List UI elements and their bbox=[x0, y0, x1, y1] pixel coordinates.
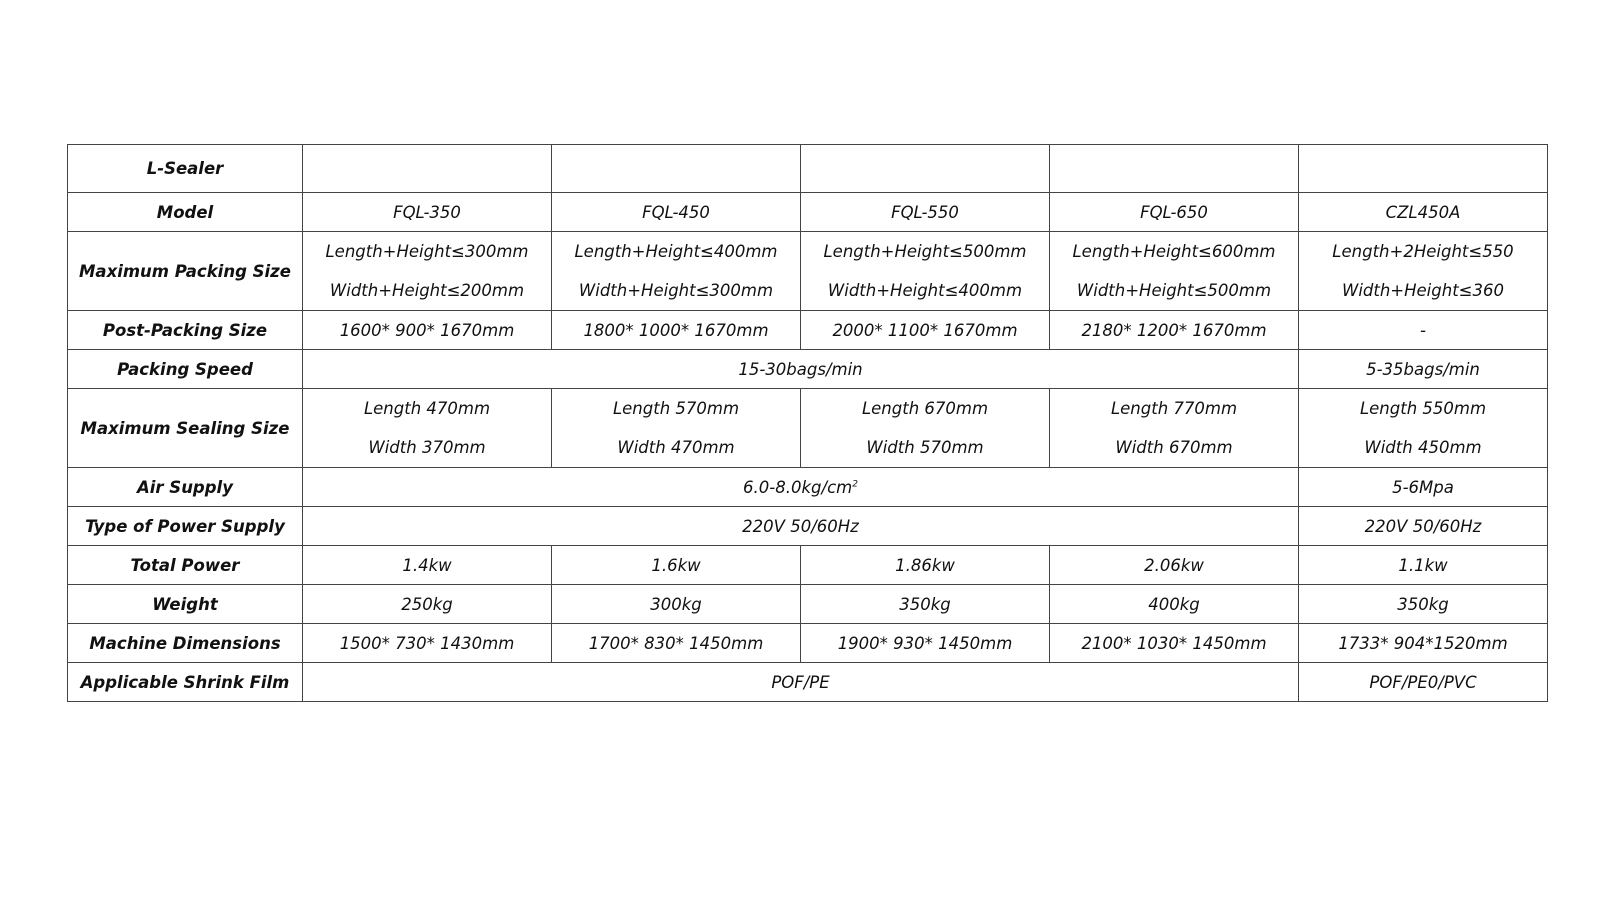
spec-table bbox=[67, 144, 1548, 702]
total-power-label: Total Power bbox=[68, 546, 303, 585]
max-packing-size-cell bbox=[552, 232, 801, 311]
max-sealing-size-label: Maximum Sealing Size bbox=[68, 389, 303, 468]
weight-cell: 350kg bbox=[1299, 585, 1548, 624]
air-supply-label: Air Supply bbox=[68, 468, 303, 507]
max-sealing-size-cell bbox=[552, 389, 801, 468]
l-sealer-label: L-Sealer bbox=[68, 145, 303, 193]
empty-cell bbox=[801, 145, 1050, 193]
packing-speed-shared-cell: 15-30bags/min bbox=[303, 350, 1299, 389]
table-row bbox=[68, 311, 1548, 350]
weight-cell: 250kg bbox=[303, 585, 552, 624]
sealing-width-text: Width 450mm bbox=[1364, 438, 1482, 457]
total-power-cell: 1.6kw bbox=[552, 546, 801, 585]
max-sealing-size-cell bbox=[801, 389, 1050, 468]
max-packing-size-label: Maximum Packing Size bbox=[68, 232, 303, 311]
empty-cell bbox=[1050, 145, 1299, 193]
packing-speed-label: Packing Speed bbox=[68, 350, 303, 389]
total-power-cell: 1.1kw bbox=[1299, 546, 1548, 585]
weight-label: Weight bbox=[68, 585, 303, 624]
packing-width-text: Width+Height≤360 bbox=[1342, 281, 1504, 300]
table-row bbox=[68, 350, 1548, 389]
shrink-film-label: Applicable Shrink Film bbox=[68, 663, 303, 702]
model-label: Model bbox=[68, 193, 303, 232]
packing-speed-czl-cell: 5-35bags/min bbox=[1299, 350, 1548, 389]
sealing-length-text: Length 670mm bbox=[861, 399, 989, 418]
packing-length-text: Length+2Height≤550 bbox=[1332, 242, 1514, 261]
max-sealing-size-cell bbox=[1299, 389, 1548, 468]
packing-length-text: Length+Height≤400mm bbox=[574, 242, 778, 261]
table-row bbox=[68, 232, 1548, 311]
packing-width-text: Width+Height≤200mm bbox=[329, 281, 525, 300]
table-row bbox=[68, 546, 1548, 585]
power-supply-shared-cell: 220V 50/60Hz bbox=[303, 507, 1299, 546]
max-packing-size-cell bbox=[1050, 232, 1299, 311]
machine-dimensions-cell: 1733* 904*1520mm bbox=[1299, 624, 1548, 663]
model-cell: FQL-650 bbox=[1050, 193, 1299, 232]
sealing-length-text: Length 550mm bbox=[1359, 399, 1487, 418]
packing-width-text: Width+Height≤400mm bbox=[827, 281, 1023, 300]
model-cell: FQL-350 bbox=[303, 193, 552, 232]
air-supply-czl-cell: 5-6Mpa bbox=[1299, 468, 1548, 507]
power-supply-czl-cell: 220V 50/60Hz bbox=[1299, 507, 1548, 546]
packing-length-text: Length+Height≤300mm bbox=[325, 242, 529, 261]
table-row bbox=[68, 468, 1548, 507]
max-packing-size-cell bbox=[1299, 232, 1548, 311]
air-supply-shared-cell bbox=[303, 468, 1299, 507]
packing-length-text: Length+Height≤500mm bbox=[823, 242, 1027, 261]
shrink-film-czl-cell: POF/PE0/PVC bbox=[1299, 663, 1548, 702]
max-sealing-size-cell bbox=[303, 389, 552, 468]
weight-cell: 350kg bbox=[801, 585, 1050, 624]
sealing-length-text: Length 570mm bbox=[612, 399, 740, 418]
machine-dimensions-cell: 1900* 930* 1450mm bbox=[801, 624, 1050, 663]
post-packing-size-cell: - bbox=[1299, 311, 1548, 350]
packing-length-text: Length+Height≤600mm bbox=[1072, 242, 1276, 261]
post-packing-size-cell: 2180* 1200* 1670mm bbox=[1050, 311, 1299, 350]
sealing-width-text: Width 670mm bbox=[1115, 438, 1233, 457]
post-packing-size-cell: 1600* 900* 1670mm bbox=[303, 311, 552, 350]
shrink-film-shared-cell: POF/PE bbox=[303, 663, 1299, 702]
power-supply-label: Type of Power Supply bbox=[68, 507, 303, 546]
weight-cell: 400kg bbox=[1050, 585, 1299, 624]
packing-width-text: Width+Height≤500mm bbox=[1076, 281, 1272, 300]
empty-cell bbox=[552, 145, 801, 193]
table-row bbox=[68, 663, 1548, 702]
table-row bbox=[68, 193, 1548, 232]
table-row bbox=[68, 585, 1548, 624]
table-row bbox=[68, 389, 1548, 468]
total-power-cell: 2.06kw bbox=[1050, 546, 1299, 585]
total-power-cell: 1.4kw bbox=[303, 546, 552, 585]
sealing-width-text: Width 370mm bbox=[368, 438, 486, 457]
post-packing-size-label: Post-Packing Size bbox=[68, 311, 303, 350]
model-cell: FQL-450 bbox=[552, 193, 801, 232]
packing-width-text: Width+Height≤300mm bbox=[578, 281, 774, 300]
air-supply-superscript: 2 bbox=[852, 479, 858, 489]
max-sealing-size-cell bbox=[1050, 389, 1299, 468]
sealing-length-text: Length 770mm bbox=[1110, 399, 1238, 418]
machine-dimensions-cell: 1500* 730* 1430mm bbox=[303, 624, 552, 663]
sealing-length-text: Length 470mm bbox=[363, 399, 491, 418]
machine-dimensions-cell: 2100* 1030* 1450mm bbox=[1050, 624, 1299, 663]
max-packing-size-cell bbox=[303, 232, 552, 311]
table-row bbox=[68, 507, 1548, 546]
machine-dimensions-label: Machine Dimensions bbox=[68, 624, 303, 663]
sealing-width-text: Width 470mm bbox=[617, 438, 735, 457]
model-cell: CZL450A bbox=[1299, 193, 1548, 232]
table-row bbox=[68, 624, 1548, 663]
empty-cell bbox=[1299, 145, 1548, 193]
empty-cell bbox=[303, 145, 552, 193]
post-packing-size-cell: 1800* 1000* 1670mm bbox=[552, 311, 801, 350]
machine-dimensions-cell: 1700* 830* 1450mm bbox=[552, 624, 801, 663]
post-packing-size-cell: 2000* 1100* 1670mm bbox=[801, 311, 1050, 350]
table-row bbox=[68, 145, 1548, 193]
air-supply-value: 6.0-8.0kg/cm bbox=[743, 477, 853, 497]
weight-cell: 300kg bbox=[552, 585, 801, 624]
max-packing-size-cell bbox=[801, 232, 1050, 311]
model-cell: FQL-550 bbox=[801, 193, 1050, 232]
total-power-cell: 1.86kw bbox=[801, 546, 1050, 585]
sealing-width-text: Width 570mm bbox=[866, 438, 984, 457]
